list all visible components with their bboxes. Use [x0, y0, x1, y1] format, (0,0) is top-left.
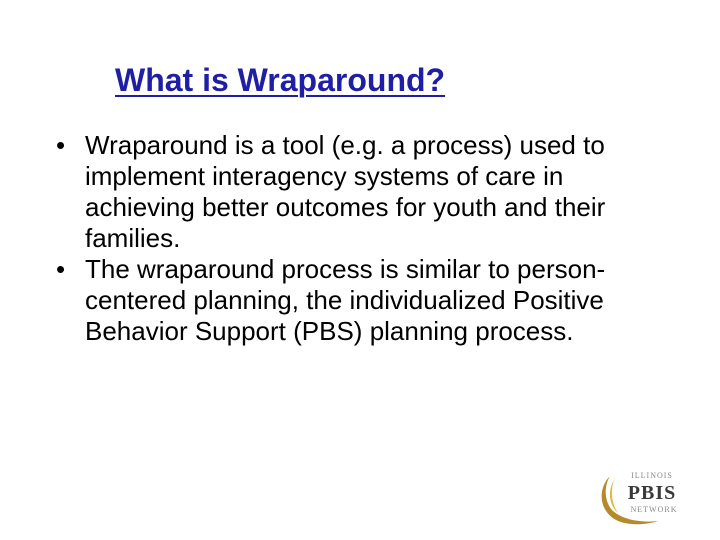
logo-swoosh-highlight	[610, 480, 618, 513]
slide-title: What is Wraparound?	[115, 62, 446, 98]
bullet-list	[56, 130, 656, 347]
bullet-text: The wraparound process is similar to person-centered planning, the individualized Positive Behavior Support (PBS) planning process.	[85, 254, 606, 346]
logo-main-text: PBIS	[627, 482, 677, 504]
illinois-pbis-network-logo	[596, 466, 700, 528]
bullet-item	[56, 254, 656, 347]
logo-top-text: ILLINOIS	[631, 471, 673, 480]
logo-bottom-text: NETWORK	[630, 505, 678, 514]
bullet-text: Wraparound is a tool (e.g. a process) used to implement interagency systems of care in achieving better outcomes for youth and their families.	[85, 130, 606, 253]
bullet-item	[56, 130, 656, 254]
bullet-marker: •	[56, 254, 66, 284]
bullet-marker: •	[56, 130, 66, 160]
